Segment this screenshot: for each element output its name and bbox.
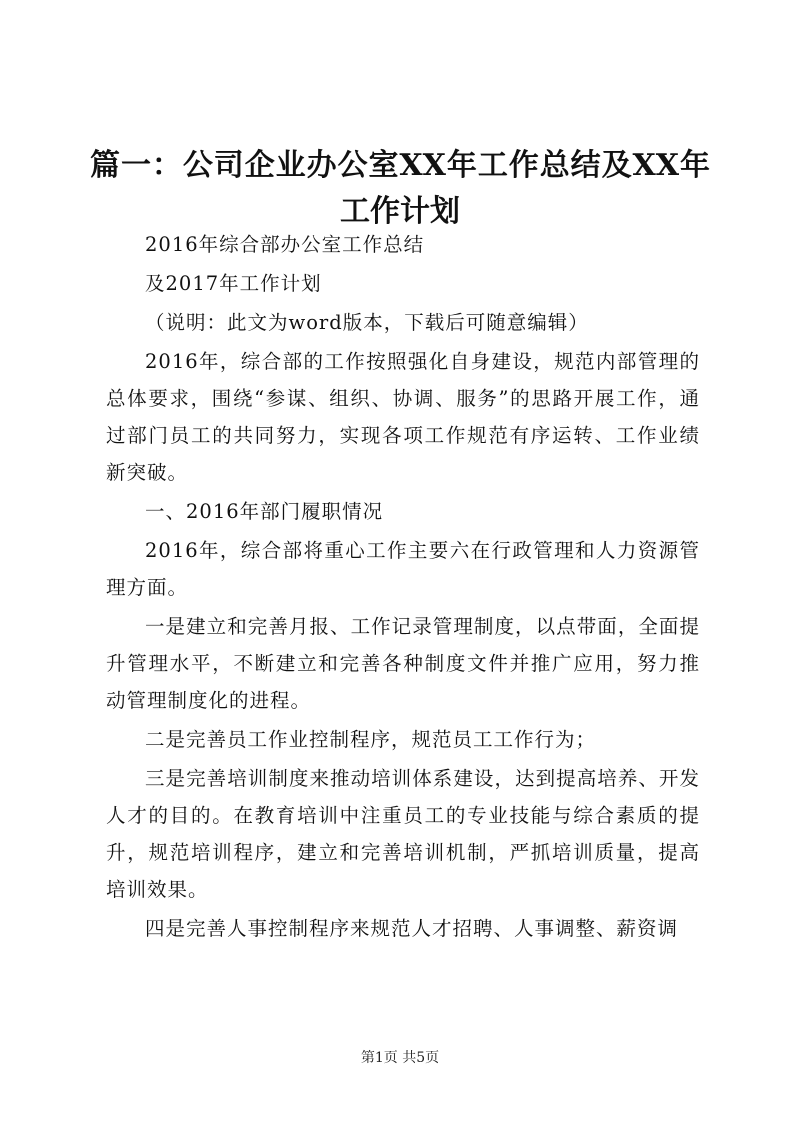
paragraph-item-3: 三是完善培训制度来推动培训体系建设，达到提高培养、开发人才的目的。在教育培训中注重员工的专业技能与综合素质的提升，规范培训程序，建立和完善培训机制，严抓培训质量，提高培训效果。	[106, 767, 700, 901]
editing-note: （说明：此文为word版本，下载后可随意编辑）	[145, 311, 589, 334]
paragraph-item-1: 一是建立和完善月报、工作记录管理制度，以点带面，全面提升管理水平，不断建立和完善各种制度文件并推广应用，努力推动管理制度化的进程。	[106, 615, 700, 712]
subtitle-line-2: 及2017年工作计划	[145, 272, 322, 295]
document-body	[106, 226, 700, 949]
paragraph-item-2: 二是完善员工作业控制程序，规范员工工作行为；	[145, 728, 597, 751]
document-title: 篇一：公司企业办公室XX年工作总结及XX年工作计划	[90, 148, 710, 229]
paragraph-intro: 2016年，综合部的工作按照强化自身建设，规范内部管理的总体要求，围绕“参谋、组织、协调、服务”的思路开展工作，通过部门员工的共同努力，实现各项工作规范有序运转、工作业绩新突破。	[106, 350, 700, 484]
section-heading: 一、2016年部门履职情况	[145, 500, 384, 523]
paragraph-focus: 2016年，综合部将重心工作主要六在行政管理和人力资源管理方面。	[106, 539, 700, 599]
subtitle-line-1: 2016年综合部办公室工作总结	[145, 233, 425, 256]
page-number-footer: 第1页 共5页	[360, 1050, 440, 1066]
paragraph-item-4: 四是完善人事控制程序来规范人才招聘、人事调整、薪资调	[145, 917, 679, 940]
